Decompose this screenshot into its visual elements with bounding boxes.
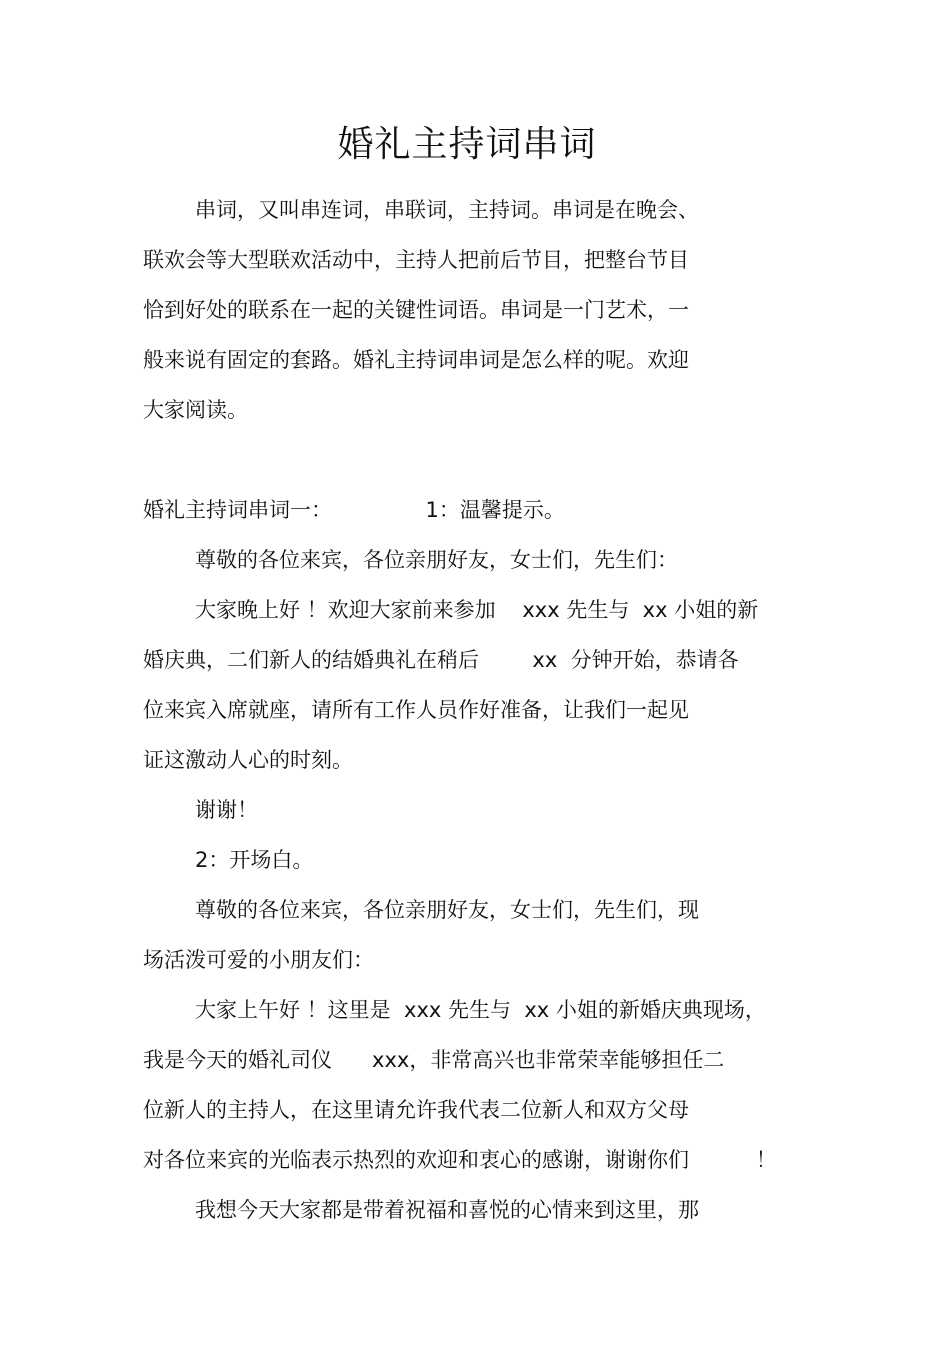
paragraph-line: 恰到好处的联系在一起的关键性词语。串词是一门艺术，一 (143, 298, 689, 322)
paragraph-line: 我是今天的婚礼司仪 xxx，非常高兴也非常荣幸能够担任二 (143, 1048, 725, 1072)
paragraph-line: 位来宾入席就座，请所有工作人员作好准备，让我们一起见 (143, 698, 689, 722)
subsection-heading-line: 2：开场白。 (195, 848, 314, 872)
document-body (143, 185, 833, 1235)
paragraph-line: 尊敬的各位来宾，各位亲朋好友，女士们，先生们： (195, 548, 678, 572)
document-title: 婚礼主持词串词 (337, 124, 597, 165)
paragraph-line: 串词，又叫串连词，串联词，主持词。串词是在晚会、 (195, 198, 699, 222)
paragraph-line: 证这激动人心的时刻。 (143, 748, 353, 772)
section-heading-line: 婚礼主持词串词一： 1：温馨提示。 (143, 498, 565, 522)
paragraph-line: 位新人的主持人，在这里请允许我代表二位新人和双方父母 (143, 1098, 689, 1122)
paragraph-line: 场活泼可爱的小朋友们： (143, 948, 374, 972)
paragraph-line: 尊敬的各位来宾，各位亲朋好友，女士们，先生们，现 (195, 898, 699, 922)
section-gap (143, 435, 833, 485)
paragraph-line: 大家晚上好 ！欢迎大家前来参加 xxx 先生与 xx 小姐的新 (195, 598, 759, 622)
paragraph-line: 般来说有固定的套路。婚礼主持词串词是怎么样的呢。欢迎 (143, 348, 689, 372)
paragraph-line: 谢谢！ (195, 798, 258, 822)
paragraph-line: 我想今天大家都是带着祝福和喜悦的心情来到这里，那 (195, 1198, 699, 1222)
paragraph-line: 大家上午好 ！这里是 xxx 先生与 xx 小姐的新婚庆典现场， (195, 998, 766, 1022)
paragraph-line: 婚庆典，二们新人的结婚典礼在稍后 xx 分钟开始，恭请各 (143, 648, 739, 672)
paragraph-line: 对各位来宾的光临表示热烈的欢迎和衷心的感谢，谢谢你们 ！ (143, 1148, 777, 1172)
paragraph-line: 大家阅读。 (143, 398, 248, 422)
paragraph-line: 联欢会等大型联欢活动中，主持人把前后节目，把整台节目 (143, 248, 689, 272)
